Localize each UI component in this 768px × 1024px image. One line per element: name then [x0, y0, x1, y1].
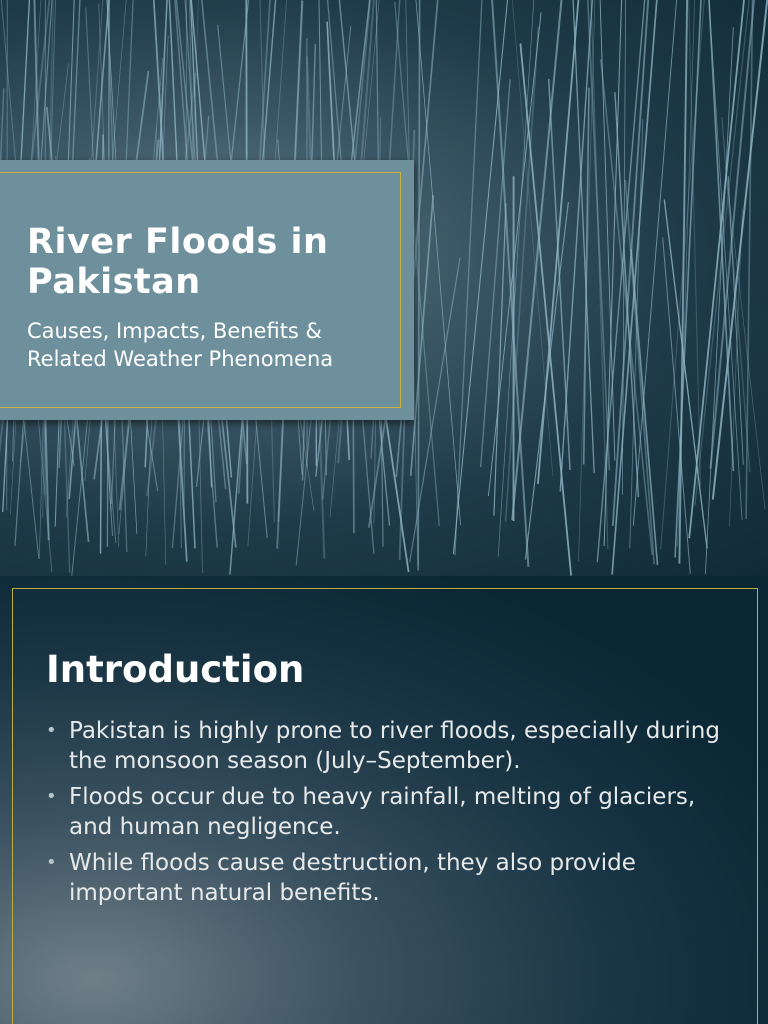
slide-title: River Floods in Pakistan — [27, 222, 329, 302]
bullet-text: Floods occur due to heavy rainfall, melting of glaciers, and human negligence. — [69, 784, 696, 840]
rain-line — [601, 60, 653, 556]
rain-line — [410, 258, 460, 563]
bullet-icon: • — [46, 720, 57, 741]
rain-line — [455, 0, 482, 555]
rain-line — [705, 27, 733, 574]
title-box — [0, 160, 414, 420]
rain-line — [416, 0, 461, 525]
rain-line — [520, 44, 571, 576]
rain-line — [525, 202, 568, 560]
rain-line — [512, 0, 561, 520]
rain-line — [726, 167, 766, 510]
rain-line — [584, 88, 589, 465]
rain-line — [453, 0, 507, 554]
bullet-icon: • — [46, 786, 57, 807]
rain-line — [604, 0, 622, 546]
rain-line — [709, 0, 733, 471]
bullet-text: While floods cause destruction, they also provide important natural benefits. — [69, 850, 636, 906]
rain-line — [709, 0, 742, 520]
rain-line — [633, 0, 676, 526]
bullet-item — [46, 782, 736, 842]
bullet-item — [46, 716, 736, 776]
bullet-item — [46, 848, 736, 908]
rain-line — [664, 200, 707, 549]
bullet-icon: • — [46, 852, 57, 873]
rain-line — [613, 0, 648, 526]
slide-heading: Introduction — [46, 648, 305, 691]
slide-subtitle: Causes, Impacts, Benefits & Related Weather Phenomena — [27, 319, 334, 371]
rain-line — [713, 0, 767, 500]
rain-line — [411, 195, 434, 476]
rain-line — [631, 249, 657, 565]
rain-line — [600, 0, 615, 460]
rain-line — [625, 180, 654, 564]
rain-line — [481, 79, 510, 467]
bullet-text: Pakistan is highly prone to river floods, especially during the monsoon season (July–September). — [69, 718, 720, 774]
bullet-list — [46, 716, 736, 914]
introduction-slide — [0, 576, 768, 1024]
